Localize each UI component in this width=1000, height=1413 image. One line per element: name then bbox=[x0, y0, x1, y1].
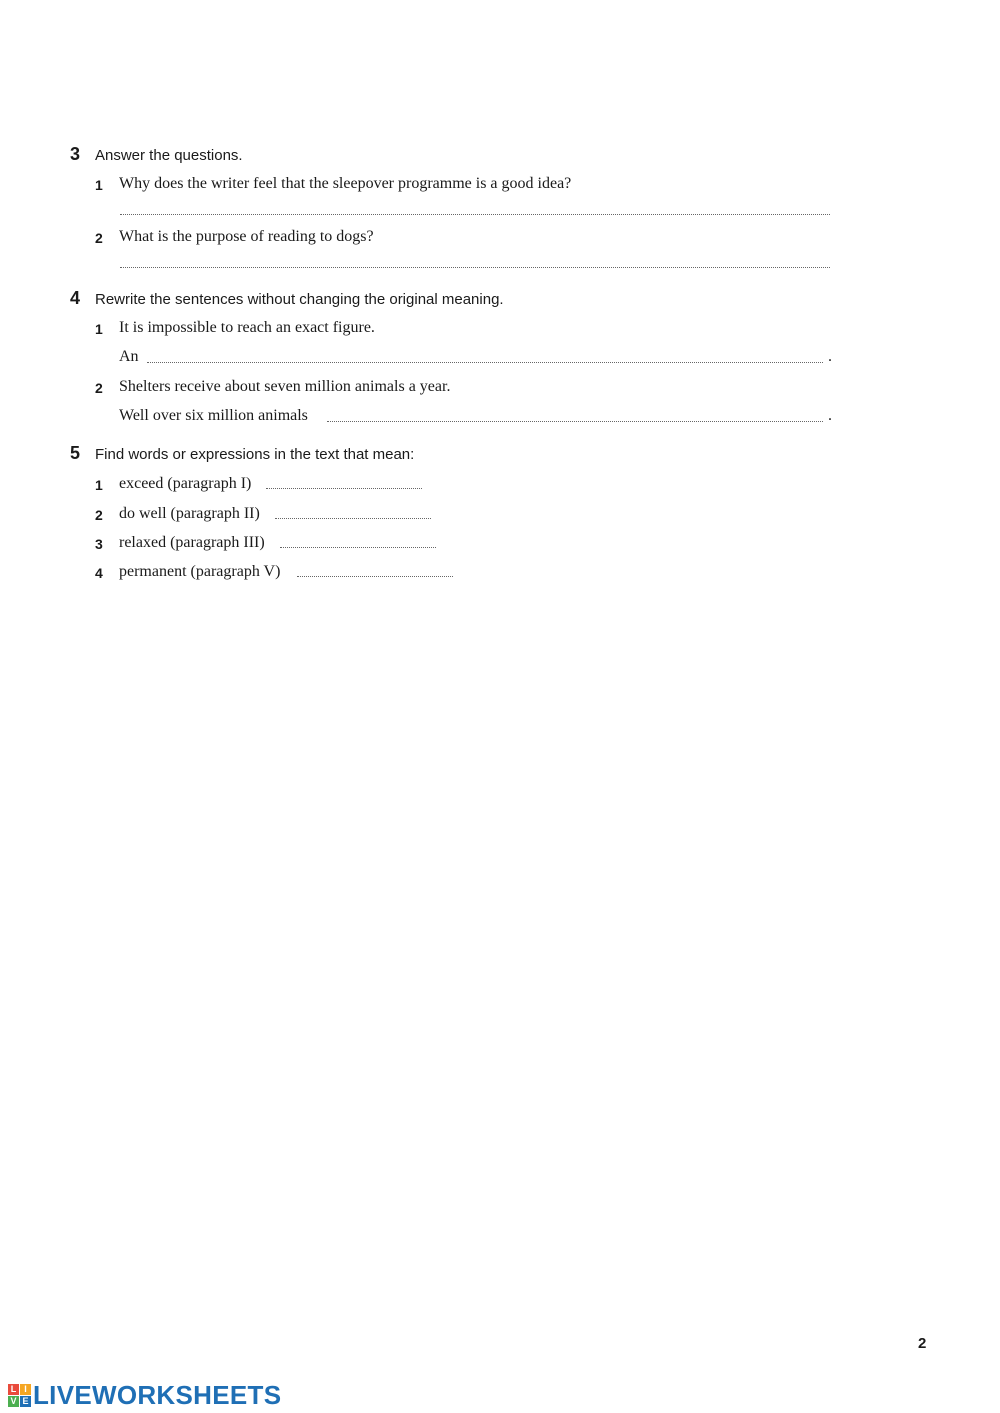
ex4-q2-answer-line[interactable] bbox=[327, 421, 823, 422]
ex5-q3-answer-line[interactable] bbox=[280, 547, 436, 548]
exercise-4-number: 4 bbox=[70, 288, 81, 308]
logo-text: LIVEWORKSHEETS bbox=[33, 1380, 282, 1410]
ex3-q2-number: 2 bbox=[95, 230, 103, 246]
liveworksheets-logo[interactable] bbox=[8, 1380, 281, 1411]
logo-badge-icon bbox=[8, 1384, 31, 1407]
ex5-q3-number: 3 bbox=[95, 536, 103, 552]
ex4-q2-prompt: Well over six million animals bbox=[119, 407, 308, 424]
ex5-q1-answer-line[interactable] bbox=[266, 488, 422, 489]
ex5-q1-number: 1 bbox=[95, 477, 103, 493]
ex5-q2-answer-line[interactable] bbox=[275, 518, 431, 519]
ex3-q2-text: What is the purpose of reading to dogs? bbox=[119, 228, 374, 245]
logo-badge-letter: E bbox=[20, 1396, 31, 1407]
exercise-3-number: 3 bbox=[70, 144, 81, 164]
ex4-q2-text: Shelters receive about seven million animals a year. bbox=[119, 378, 451, 395]
ex3-q1-number: 1 bbox=[95, 177, 103, 193]
ex3-q1-answer-line[interactable] bbox=[120, 214, 830, 215]
ex5-q2-number: 2 bbox=[95, 507, 103, 523]
logo-badge-letter: V bbox=[8, 1396, 19, 1407]
ex3-q1-text: Why does the writer feel that the sleepover programme is a good idea? bbox=[119, 175, 572, 192]
exercise-4-instruction: Rewrite the sentences without changing the original meaning. bbox=[95, 291, 504, 308]
ex5-q1-text: exceed (paragraph I) bbox=[119, 475, 252, 492]
ex5-q4-answer-line[interactable] bbox=[297, 576, 453, 577]
ex5-q4-number: 4 bbox=[95, 565, 103, 581]
ex5-q4-text: permanent (paragraph V) bbox=[119, 563, 281, 580]
logo-badge-letter: I bbox=[20, 1384, 31, 1395]
ex3-q2-answer-line[interactable] bbox=[120, 267, 830, 268]
ex4-q1-number: 1 bbox=[95, 321, 103, 337]
exercise-5-number: 5 bbox=[70, 443, 81, 463]
ex4-q1-answer-line[interactable] bbox=[147, 362, 823, 363]
exercise-5-instruction: Find words or expressions in the text that mean: bbox=[95, 446, 415, 463]
ex4-q1-text: It is impossible to reach an exact figure. bbox=[119, 319, 375, 336]
ex4-q2-number: 2 bbox=[95, 380, 103, 396]
ex4-q1-prompt: An bbox=[119, 348, 139, 365]
page-number: 2 bbox=[918, 1335, 927, 1352]
exercise-3-instruction: Answer the questions. bbox=[95, 147, 243, 164]
ex4-q2-end-period: . bbox=[828, 407, 832, 424]
ex5-q3-text: relaxed (paragraph III) bbox=[119, 534, 265, 551]
logo-badge-letter: L bbox=[8, 1384, 19, 1395]
ex4-q1-end-period: . bbox=[828, 348, 832, 365]
ex5-q2-text: do well (paragraph II) bbox=[119, 505, 260, 522]
